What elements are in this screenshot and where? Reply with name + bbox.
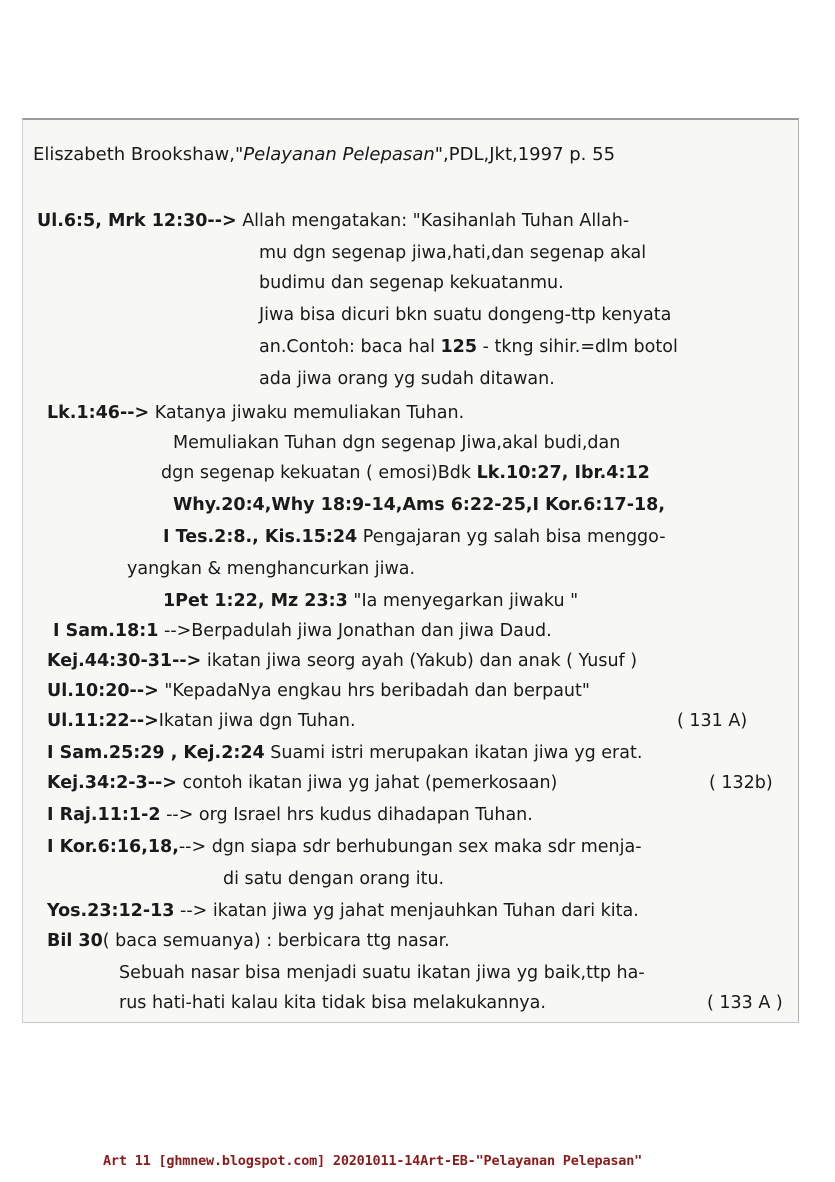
text-line: 1Pet 1:22, Mz 23:3 "Ia menyegarkan jiwaku " — [163, 591, 579, 611]
text-line: I Sam.18:1 -->Berpadulah jiwa Jonathan dan jiwa Daud. — [53, 621, 552, 641]
scripture-ref: Lk.1:46--> — [47, 403, 150, 423]
text-line: mu dgn segenap jiwa,hati,dan segenap akal — [259, 243, 647, 263]
text-line: Memuliakan Tuhan dgn segenap Jiwa,akal budi,dan — [173, 433, 621, 453]
scripture-ref-line: Why.20:4,Why 18:9-14,Ams 6:22-25,I Kor.6:17-18, — [173, 495, 665, 515]
text-line: Ul.11:22-->Ikatan jiwa dgn Tuhan. — [47, 711, 356, 731]
text-line: Yos.23:12-13 --> ikatan jiwa yg jahat menjauhkan Tuhan dari kita. — [47, 901, 639, 921]
text-line: di satu dengan orang itu. — [223, 869, 445, 889]
scripture-ref: I Kor.6:16,18, — [47, 837, 179, 857]
page-number: 125 — [440, 337, 478, 357]
text-line: Kej.44:30-31--> ikatan jiwa seorg ayah (Yakub) dan anak ( Yusuf ) — [47, 651, 638, 671]
text-line: Lk.1:46--> Katanya jiwaku memuliakan Tuhan. — [47, 403, 465, 423]
citation-header — [33, 144, 615, 166]
text-line: Jiwa bisa dicuri bkn suatu dongeng-ttp kenyata — [259, 305, 672, 325]
page-note: ( 133 A ) — [707, 993, 783, 1013]
scripture-ref: Bil 30 — [47, 931, 103, 951]
text-line: dgn segenap kekuatan ( emosi)Bdk Lk.10:27, Ibr.4:12 — [161, 463, 650, 483]
text-line: Ul.6:5, Mrk 12:30--> Allah mengatakan: "Kasihanlah Tuhan Allah- — [37, 211, 630, 231]
scanned-page — [22, 118, 799, 1023]
text-line: I Kor.6:16,18,--> dgn siapa sdr berhubungan sex maka sdr menja- — [47, 837, 642, 857]
text-line: I Tes.2:8., Kis.15:24 Pengajaran yg salah bisa menggo- — [163, 527, 666, 547]
page-footer: Art 11 [ghmnew.blogspot.com] 20201011-14Art-EB-"Pelayanan Pelepasan" — [103, 1153, 643, 1169]
book-title: "Pelayanan Pelepasan" — [234, 144, 444, 165]
text-line: budimu dan segenap kekuatanmu. — [259, 273, 564, 293]
scripture-ref: I Sam.25:29 , Kej.2:24 — [47, 743, 265, 763]
text-line: I Sam.25:29 , Kej.2:24 Suami istri merupakan ikatan jiwa yg erat. — [47, 743, 643, 763]
author: Eliszabeth Brookshaw, — [33, 144, 235, 165]
scripture-ref: Kej.44:30-31--> — [47, 651, 202, 671]
scripture-ref: Ul.6:5, Mrk 12:30--> — [37, 211, 237, 231]
scripture-ref: 1Pet 1:22, Mz 23:3 — [163, 591, 348, 611]
text-line: I Raj.11:1-2 --> org Israel hrs kudus dihadapan Tuhan. — [47, 805, 533, 825]
text-line: an.Contoh: baca hal 125 - tkng sihir.=dlm botol — [259, 337, 678, 357]
scripture-ref: Ul.11:22--> — [47, 711, 159, 731]
scripture-ref: Yos.23:12-13 — [47, 901, 175, 921]
text-line: Bil 30( baca semuanya) : berbicara ttg nasar. — [47, 931, 450, 951]
scripture-ref: Kej.34:2-3--> — [47, 773, 177, 793]
publication-info: ,PDL,Jkt,1997 p. 55 — [443, 144, 616, 165]
scripture-ref: I Raj.11:1-2 — [47, 805, 161, 825]
text-line: Sebuah nasar bisa menjadi suatu ikatan jiwa yg baik,ttp ha- — [119, 963, 645, 983]
page-note: ( 132b) — [709, 773, 773, 793]
page-note: ( 131 A) — [677, 711, 748, 731]
text-line: ada jiwa orang yg sudah ditawan. — [259, 369, 555, 389]
text-line: rus hati-hati kalau kita tidak bisa melakukannya. — [119, 993, 546, 1013]
scripture-ref: I Sam.18:1 — [53, 621, 159, 641]
text-line: Kej.34:2-3--> contoh ikatan jiwa yg jahat (pemerkosaan) — [47, 773, 558, 793]
text-line: yangkan & menghancurkan jiwa. — [127, 559, 416, 579]
scripture-ref: Ul.10:20--> — [47, 681, 159, 701]
text-line: Ul.10:20--> "KepadaNya engkau hrs beribadah dan berpaut" — [47, 681, 590, 701]
scripture-ref: Lk.10:27, Ibr.4:12 — [476, 463, 650, 483]
scripture-ref: I Tes.2:8., Kis.15:24 — [163, 527, 358, 547]
